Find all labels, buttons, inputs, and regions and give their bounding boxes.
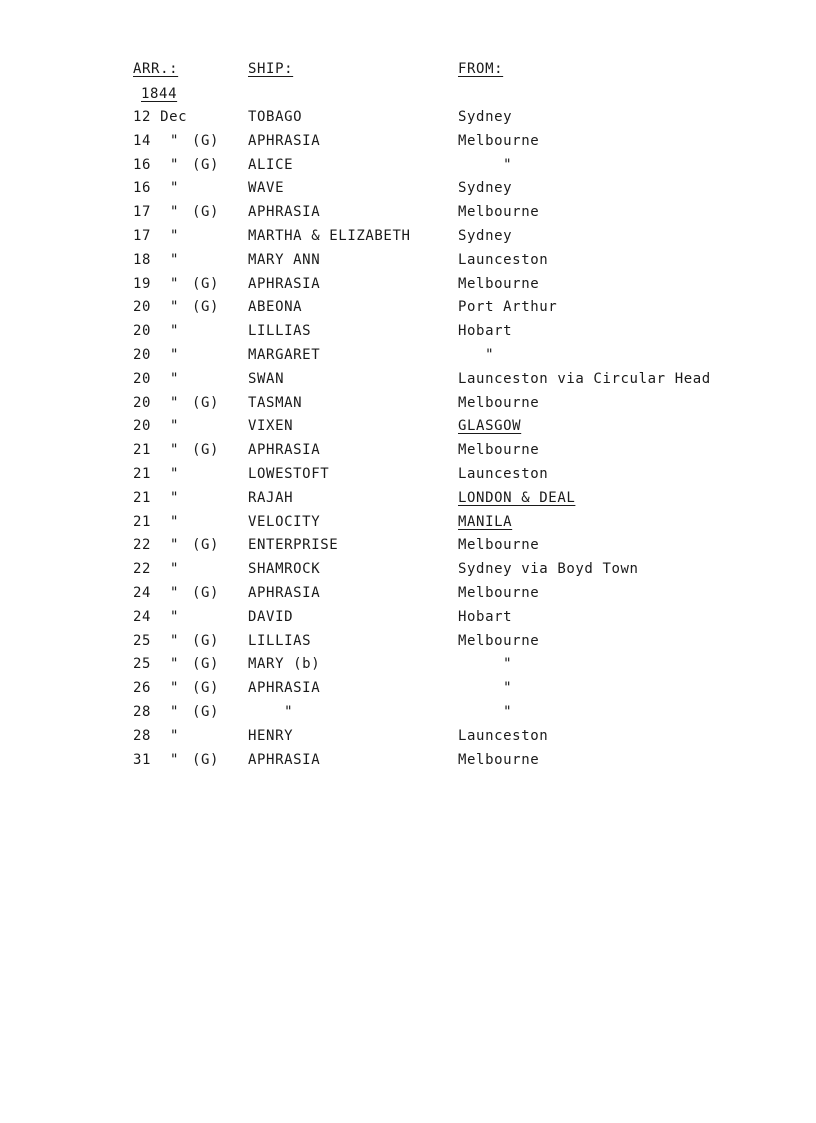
ditto-mark: " [170,251,180,268]
arrival-day: 24 [133,585,152,601]
list-item [0,395,816,415]
origin-port: Melbourne [458,585,540,601]
year-label: 1844 [141,86,178,102]
list-item [0,442,816,462]
ditto-mark: " [170,180,180,197]
ship-name: MARY ANN [248,251,321,268]
gazette-flag: (G) [192,442,220,459]
origin-port: Launceston [458,251,549,268]
list-item [0,276,816,296]
arrival-day: 24 [133,608,152,625]
arrival-day: 20 [133,418,152,435]
header-ship: SHIP: [248,61,294,77]
ship-name: HENRY [248,727,294,744]
arrival-day: 20 [133,323,152,340]
arrival-day: 21 [133,466,152,482]
ditto-mark: " [170,561,180,578]
list-item [0,490,816,510]
origin-port: " [458,156,513,173]
list-item [0,133,816,153]
ditto-mark: " [170,442,180,459]
list-item [0,752,816,772]
arrival-day: 20 [133,299,152,316]
ditto-mark: " [170,370,180,387]
ditto-mark: " [170,513,180,530]
ditto-mark: " [170,727,180,744]
ship-name: APHRASIA [248,275,321,292]
origin-port: GLASGOW [458,418,522,435]
ship-name: MARTHA & ELIZABETH [248,228,411,244]
ship-name: ABEONA [248,299,303,316]
arrival-day: 14 [133,132,152,149]
ship-name: APHRASIA [248,442,321,459]
list-item [0,514,816,534]
origin-port: Sydney via Boyd Town [458,561,639,578]
origin-port: Hobart [458,608,513,625]
header-arr: ARR.: [133,61,179,77]
ditto-mark: " [170,323,180,340]
origin-port: " [458,347,495,363]
ship-name: APHRASIA [248,585,321,601]
list-item [0,228,816,248]
ditto-mark: " [170,537,180,554]
ship-name: LILLIAS [248,632,312,649]
list-item [0,656,816,676]
ship-name: DAVID [248,608,294,625]
header-from: FROM: [458,61,504,77]
gazette-flag: (G) [192,680,220,697]
arrival-day: 17 [133,204,152,221]
ditto-mark: " [170,466,180,482]
arrival-day: 16 [133,180,152,197]
list-item [0,704,816,724]
list-item [0,585,816,605]
ship-name: APHRASIA [248,204,321,221]
gazette-flag: (G) [192,751,220,768]
origin-port: Port Arthur [458,299,558,316]
arrival-day: 25 [133,656,152,673]
origin-port: Melbourne [458,204,540,221]
ditto-mark: " [170,608,180,625]
list-item [0,680,816,700]
origin-port: Launceston via Circular Head [458,370,711,387]
origin-port: Sydney [458,228,513,244]
origin-port: Sydney [458,180,513,197]
ship-name: MARGARET [248,347,321,363]
list-item [0,204,816,224]
arrival-day: 22 [133,561,152,578]
list-item [0,347,816,367]
origin-port: Melbourne [458,394,540,411]
gazette-flag: (G) [192,394,220,411]
origin-port: " [458,680,513,697]
origin-port: Melbourne [458,442,540,459]
origin-port: Melbourne [458,537,540,554]
gazette-flag: (G) [192,132,220,149]
arrival-day: 21 [133,442,152,459]
origin-port: " [458,704,513,720]
ditto-mark: " [170,656,180,673]
arrival-day: 20 [133,347,152,363]
ditto-mark: " [170,680,180,697]
ship-name: TOBAGO [248,109,303,125]
ship-name: APHRASIA [248,132,321,149]
gazette-flag: (G) [192,204,220,221]
arrival-day: 28 [133,727,152,744]
list-item [0,371,816,391]
ditto-mark: " [170,347,180,363]
origin-port: Melbourne [458,275,540,292]
list-item [0,109,816,129]
ship-name: VELOCITY [248,513,321,530]
gazette-flag: (G) [192,632,220,649]
gazette-flag: (G) [192,275,220,292]
arrival-day: 28 [133,704,152,720]
ditto-mark: " [170,418,180,435]
origin-port: Launceston [458,727,549,744]
origin-port: LONDON & DEAL [458,489,576,506]
gazette-flag: (G) [192,299,220,316]
list-item [0,323,816,343]
ditto-mark: " [170,228,180,244]
ship-name: RAJAH [248,489,294,506]
arrival-day: 21 [133,489,152,506]
ditto-mark: " [170,585,180,601]
ship-name: ALICE [248,156,294,173]
arrival-day: 31 [133,751,152,768]
list-item [0,418,816,438]
ship-name: VIXEN [248,418,294,435]
origin-port: Melbourne [458,751,540,768]
ditto-mark: " [170,751,180,768]
ship-name: SWAN [248,370,285,387]
gazette-flag: (G) [192,537,220,554]
ditto-mark: " [170,275,180,292]
list-item [0,633,816,653]
list-item [0,466,816,486]
arrival-day: 16 [133,156,152,173]
gazette-flag: (G) [192,156,220,173]
ditto-mark: " [170,704,180,720]
origin-port: Launceston [458,466,549,482]
ship-name: SHAMROCK [248,561,321,578]
list-item [0,299,816,319]
ditto-mark: " [170,204,180,221]
list-item [0,157,816,177]
arrival-day: 21 [133,513,152,530]
arrival-day: 20 [133,394,152,411]
origin-port: " [458,656,513,673]
gazette-flag: (G) [192,585,220,601]
arrival-day: 18 [133,251,152,268]
arrival-day: 12 Dec [133,109,188,125]
origin-port: Hobart [458,323,513,340]
ship-name: APHRASIA [248,680,321,697]
list-item [0,537,816,557]
arrival-day: 17 [133,228,152,244]
gazette-flag: (G) [192,656,220,673]
ditto-mark: " [170,132,180,149]
ship-name: " [248,704,294,720]
ditto-mark: " [170,632,180,649]
origin-port: MANILA [458,513,513,530]
arrival-day: 25 [133,632,152,649]
arrival-day: 20 [133,370,152,387]
list-item [0,728,816,748]
ditto-mark: " [170,156,180,173]
list-item [0,561,816,581]
list-item [0,609,816,629]
arrival-day: 19 [133,275,152,292]
ship-name: LILLIAS [248,323,312,340]
ship-name: LOWESTOFT [248,466,330,482]
ship-name: APHRASIA [248,751,321,768]
ditto-mark: " [170,394,180,411]
ditto-mark: " [170,299,180,316]
ditto-mark: " [170,489,180,506]
origin-port: Melbourne [458,132,540,149]
ship-name: WAVE [248,180,285,197]
ship-name: ENTERPRISE [248,537,339,554]
list-item [0,252,816,272]
arrival-day: 26 [133,680,152,697]
gazette-flag: (G) [192,704,220,720]
origin-port: Melbourne [458,632,540,649]
list-item [0,180,816,200]
arrival-day: 22 [133,537,152,554]
ship-name: MARY (b) [248,656,321,673]
ship-name: TASMAN [248,394,303,411]
origin-port: Sydney [458,109,513,125]
